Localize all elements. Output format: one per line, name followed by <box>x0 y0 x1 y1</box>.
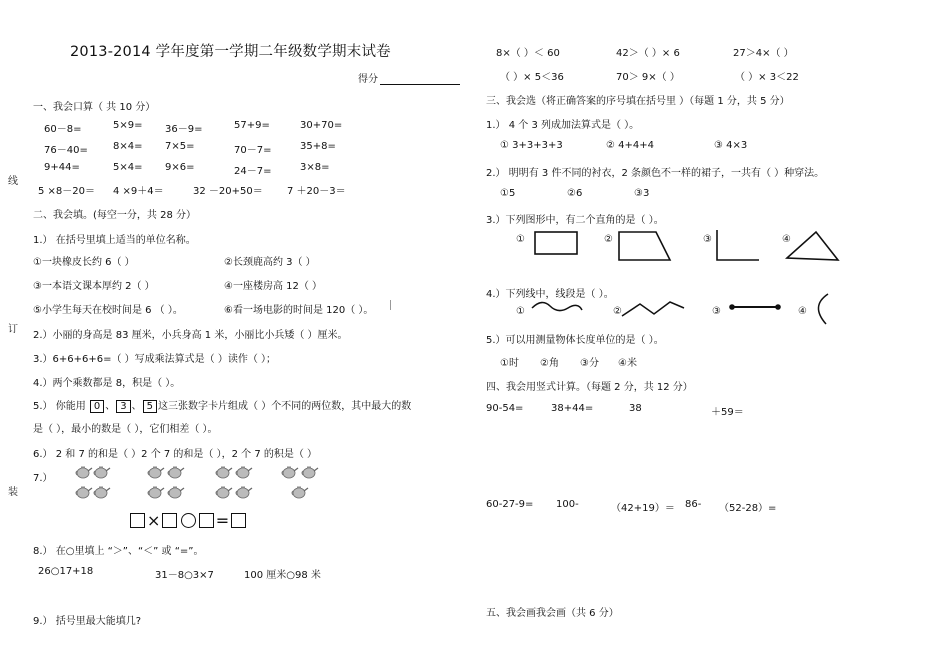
section3-heading: 三、我会选（将正确答案的序号填在括号里 ）（每题 1 分，共 5 分） <box>486 96 790 107</box>
calc-item: 24－7= <box>234 166 272 177</box>
question-2-4: 4.）两个乘数都是 8，积是（ ）。 <box>33 378 181 389</box>
teapot-group-2 <box>148 467 184 499</box>
calc-item: 60－8= <box>44 124 82 135</box>
score-field <box>358 70 460 85</box>
calc-item: 76－40= <box>44 145 88 156</box>
calc-item: 35+8= <box>300 141 336 152</box>
question-2-1: 1.） 在括号里填上适当的单位名称。 <box>33 235 196 246</box>
digit-card-5: 5 <box>143 400 157 413</box>
q5-prefix: 5.） 你能用 <box>33 401 86 412</box>
segment-endpoint <box>775 304 781 310</box>
option-mark-3: ③ <box>712 306 721 317</box>
question-3-5: 5.）可以用测量物体长度单位的是（ ）。 <box>486 335 664 346</box>
max-fill-item: （ ）× 3＜22 <box>735 72 799 83</box>
option: ①时 <box>500 358 519 369</box>
triangle-shape <box>787 232 838 260</box>
digit-card-3: 3 <box>116 400 130 413</box>
max-fill-item: 8×（ ）＜ 60 <box>496 48 560 59</box>
option-mark-4: ④ <box>782 234 791 245</box>
compare-item-3: 100 厘米○98 米 <box>244 570 321 581</box>
teapot-group-1 <box>76 467 110 499</box>
teapot-groups <box>70 462 350 504</box>
option: ② 4+4+4 <box>606 140 654 151</box>
line-options <box>530 292 840 328</box>
option: ②6 <box>567 188 583 199</box>
calc-item: 30+70= <box>300 120 343 131</box>
calc-item: 57+9= <box>234 120 270 131</box>
question-3-3: 3.）下列图形中，有二个直角的是（ ）。 <box>486 215 664 226</box>
unit-item-3: ③一本语文课本厚约 2（ ） <box>33 281 155 292</box>
vertical-calc-item: ＋59＝ <box>711 407 744 418</box>
rectangle-shape <box>535 232 577 254</box>
side-mark-ding: 订 <box>8 324 18 335</box>
answer-box[interactable] <box>162 513 177 528</box>
unit-item-6: ⑥看一场电影的时间是 120（ ）。 <box>224 305 374 316</box>
question-2-3: 3.）6+6+6+6=（ ）写成乘法算式是（ ）读作（ ）； <box>33 354 277 365</box>
unit-item-1: ①一块橡皮长约 6（ ） <box>33 257 135 268</box>
zigzag-line <box>622 302 684 316</box>
calc-item: 5×9= <box>113 120 143 131</box>
vertical-calc-item: 90-54= <box>486 403 524 414</box>
option: ① 3+3+3+3 <box>500 140 563 151</box>
option: ②角 <box>540 358 559 369</box>
section2-heading: 二、我会填。(每空一分，共 28 分） <box>33 210 196 221</box>
vertical-calc-item: 38+44= <box>551 403 594 414</box>
calc-item: 9×6= <box>165 162 195 173</box>
max-fill-item: 42＞（ ）× 6 <box>616 48 680 59</box>
vertical-calc-item: 100- <box>556 499 579 510</box>
option: ④米 <box>618 358 637 369</box>
calc-item: 36－9= <box>165 124 203 135</box>
option-mark-3: ③ <box>703 234 712 245</box>
option: ③分 <box>580 358 599 369</box>
unit-item-5: ⑤小学生每天在校时间是 6 （ ）。 <box>33 305 183 316</box>
calc-item: 70－7= <box>234 145 272 156</box>
question-2-7: 7.） <box>33 473 53 484</box>
calc-item: 5×4= <box>113 162 143 173</box>
option: ①5 <box>500 188 516 199</box>
option-mark-2: ② <box>613 306 622 317</box>
calc-item: 7×5= <box>165 141 195 152</box>
calc-item: 8×4= <box>113 141 143 152</box>
score-label: 得分 <box>358 74 378 85</box>
option: ③ 4×3 <box>714 140 748 151</box>
compare-item-1: 26○17+18 <box>38 566 94 577</box>
q5-suffix: 这三张数字卡片组成（ ）个不同的两位数，其中最大的数 <box>158 401 412 412</box>
option-mark-2: ② <box>604 234 613 245</box>
arc-line <box>818 294 828 324</box>
max-fill-item: （ ）× 5＜36 <box>500 72 564 83</box>
unit-item-2: ②长颈鹿高约 3（ ） <box>224 257 316 268</box>
teapot-group-3 <box>216 467 252 499</box>
vertical-calc-item: 60-27-9= <box>486 499 534 510</box>
question-2-9: 9.） 括号里最大能填几? <box>33 616 142 627</box>
answer-box[interactable] <box>199 513 214 528</box>
calc-item: 5 ×8－20＝ <box>38 186 96 197</box>
equation-boxes <box>130 511 246 530</box>
calc-item: 4 ×9＋4＝ <box>113 186 164 197</box>
option: ③3 <box>634 188 650 199</box>
answer-circle[interactable] <box>181 513 196 528</box>
right-angle-shape <box>717 230 759 260</box>
question-2-5-line2: 是（ ），最小的数是（ ），它们相差（ ）。 <box>33 424 218 435</box>
vertical-calc-item: 38 <box>629 403 642 414</box>
unit-item-4: ④一座楼房高 12（ ） <box>224 281 323 292</box>
score-blank[interactable] <box>380 73 460 85</box>
vertical-calc-item: 86- <box>685 499 702 510</box>
question-2-8: 8.） 在○里填上 “＞”、“＜” 或 “=”。 <box>33 546 204 557</box>
side-mark-xian: 线 <box>8 176 18 187</box>
calc-item: 3×8= <box>300 162 330 173</box>
teapot-group-4 <box>282 467 318 499</box>
option-mark-1: ① <box>516 234 525 245</box>
vertical-calc-item: （42+19）＝ <box>611 503 675 514</box>
calc-item: 32 －20+50＝ <box>193 186 263 197</box>
question-3-2: 2.） 明明有 3 件不同的衬衣，2 条颜色不一样的裙子，一共有（ ）种穿法。 <box>486 168 825 179</box>
question-2-2: 2.）小丽的身高是 83 厘米，小兵身高 1 米，小丽比小兵矮（ ）厘米。 <box>33 330 348 341</box>
compare-item-2: 31－8○3×7 <box>155 570 214 581</box>
section4-heading: 四、我会用竖式计算。（每题 2 分，共 12 分） <box>486 382 693 393</box>
answer-box[interactable] <box>130 513 145 528</box>
question-2-5: 5.） 你能用 0 、 3 、 5 这三张数字卡片组成（ ）个不同的两位数，其中最大的数 <box>33 401 412 412</box>
max-fill-item: 70＞ 9×（ ） <box>616 72 680 83</box>
curve-line <box>532 302 582 310</box>
section5-heading: 五、我会画我会画（共 6 分） <box>486 608 619 619</box>
question-2-6: 6.） 2 和 7 的和是（ ）2 个 7 的和是（ ），2 个 7 的积是（ ） <box>33 449 318 460</box>
calc-item: 9+44= <box>44 162 80 173</box>
vertical-calc-item: （52-28）= <box>719 503 777 514</box>
shape-options <box>530 228 850 266</box>
answer-box[interactable] <box>231 513 246 528</box>
column-divider <box>390 300 391 310</box>
trapezoid-shape <box>619 232 670 260</box>
page-title: 2013-2014 学年度第一学期二年级数学期末试卷 <box>70 44 391 60</box>
times-sign: × <box>147 511 161 530</box>
question-3-1: 1.） 4 个 3 列成加法算式是（ ）。 <box>486 120 640 131</box>
question-3-4: 4.）下列线中，线段是（ ）。 <box>486 289 614 300</box>
section1-heading: 一、我会口算（ 共 10 分） <box>33 102 156 113</box>
side-mark-zhuang: 装 <box>8 487 18 498</box>
option-mark-4: ④ <box>798 306 807 317</box>
option-mark-1: ① <box>516 306 525 317</box>
calc-item: 7 ＋20－3＝ <box>287 186 346 197</box>
digit-card-0: 0 <box>90 400 104 413</box>
segment-endpoint <box>729 304 735 310</box>
equals-sign: = <box>215 511 230 530</box>
max-fill-item: 27＞4×（ ） <box>733 48 794 59</box>
